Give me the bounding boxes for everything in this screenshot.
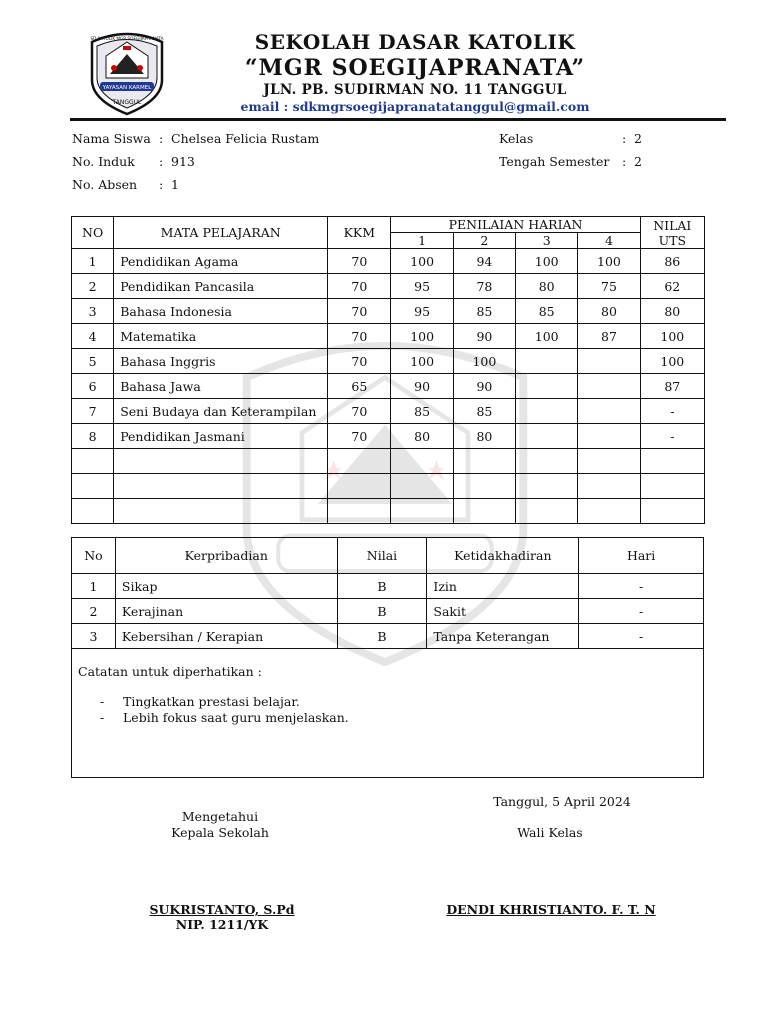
cell-uts: 87 [640,374,704,399]
cell-no [72,449,114,474]
homeroom-teacher-name: DENDI KHRISTIANTO. F. T. N [446,902,656,917]
school-name-heading: “MGR SOEGIJAPRANATA” [244,55,586,81]
separator: : [622,154,627,169]
class-label: Kelas [499,131,534,146]
separator: : [159,177,164,192]
separator: : [622,131,627,146]
cell-daily-2 [453,449,515,474]
cell-absence-type: Sakit [427,599,579,624]
grades-row [72,399,705,424]
cell-uts: 62 [640,274,704,299]
grades-row [72,474,705,499]
cell-uts: - [640,399,704,424]
logo-arc-text: SD KATOLIK MGR SOEGIJAPRANATA [90,36,164,41]
note-item [100,710,349,725]
header-personality: Kerpribadian [115,538,337,574]
email-address[interactable]: sdkmgrsoegijapranatatanggul@gmail.com [292,99,590,114]
grades-row [72,499,705,524]
cell-subject: Seni Budaya dan Keterampilan [114,399,328,424]
note-text: Tingkatkan prestasi belajar. [123,694,300,709]
cell-daily-1: 95 [391,274,453,299]
cell-daily-2: 85 [453,299,515,324]
cell-daily-1: 100 [391,349,453,374]
cell-no: 3 [72,299,114,324]
cell-kkm: 70 [328,299,391,324]
personality-row [72,624,704,649]
note-text: Lebih fokus saat guru menjelaskan. [123,710,349,725]
cell-daily-1: 80 [391,424,453,449]
personality-row [72,599,704,624]
cell-kkm: 70 [328,399,391,424]
cell-daily-4 [578,424,640,449]
header-absence: Ketidakhadiran [427,538,579,574]
cell-uts: 86 [640,249,704,274]
cell-daily-4 [578,474,640,499]
cell-kkm: 70 [328,424,391,449]
cell-daily-3 [516,474,578,499]
cell-daily-1: 100 [391,249,453,274]
cell-daily-1: 90 [391,374,453,399]
cell-absence-type: Tanpa Keterangan [427,624,579,649]
cell-daily-3 [516,349,578,374]
student-name-value: Chelsea Felicia Rustam [171,131,320,146]
separator: : [159,131,164,146]
student-induk-label: No. Induk [72,154,135,169]
note-item [100,694,300,709]
cell-absence-type: Izin [427,574,579,599]
cell-subject: Bahasa Jawa [114,374,328,399]
cell-daily-3 [516,449,578,474]
header-uts [640,217,704,249]
cell-daily-2: 94 [453,249,515,274]
cell-daily-2: 85 [453,399,515,424]
personality-attendance-table [71,537,704,649]
cell-daily-4 [578,349,640,374]
header-score: Nilai [337,538,427,574]
notes-title: Catatan untuk diperhatikan : [78,664,262,679]
cell-personality: Kebersihan / Kerapian [115,624,337,649]
student-absen-value: 1 [171,177,179,192]
cell-score: B [337,599,427,624]
header-uts-line1: NILAI [653,217,692,233]
cell-uts [640,474,704,499]
grades-row [72,249,705,274]
principal-nip: NIP. 1211/YK [175,917,269,932]
cell-subject: Pendidikan Jasmani [114,424,328,449]
cell-no: 1 [72,249,114,274]
cell-no: 2 [72,599,116,624]
cell-no: 4 [72,324,114,349]
cell-daily-3: 85 [516,299,578,324]
cell-daily-2: 80 [453,424,515,449]
grades-row [72,374,705,399]
cell-daily-4 [578,399,640,424]
cell-kkm: 65 [328,374,391,399]
cell-daily-2: 90 [453,374,515,399]
cell-no: 5 [72,349,114,374]
grades-row [72,324,705,349]
note-bullet: - [100,710,105,725]
cell-daily-3: 100 [516,249,578,274]
student-induk-value: 913 [171,154,195,169]
header-divider [70,118,726,121]
header-days: Hari [579,538,704,574]
grades-row [72,274,705,299]
cell-daily-3: 80 [516,274,578,299]
cell-daily-1 [391,474,453,499]
cell-subject: Bahasa Inggris [114,349,328,374]
cell-kkm: 70 [328,249,391,274]
personality-row [72,574,704,599]
header-no: NO [72,217,114,249]
student-name-label: Nama Siswa [72,131,151,146]
cell-subject: Pendidikan Pancasila [114,274,328,299]
cell-score: B [337,574,427,599]
cell-subject: Pendidikan Agama [114,249,328,274]
school-type-heading: SEKOLAH DASAR KATOLIK [254,30,576,54]
acknowledged-label: Mengetahui [181,809,259,824]
header-daily-2: 2 [453,233,515,249]
cell-kkm [328,499,391,524]
cell-daily-4: 87 [578,324,640,349]
email-label: email : [240,99,289,114]
cell-days: - [579,624,704,649]
note-bullet: - [100,694,105,709]
grades-row [72,299,705,324]
cell-kkm [328,474,391,499]
semester-value: 2 [634,154,642,169]
cell-daily-4 [578,374,640,399]
cell-daily-4: 75 [578,274,640,299]
cell-daily-3 [516,424,578,449]
logo-ribbon-text: YAYASAN KARMEL [102,85,152,91]
cell-daily-3 [516,399,578,424]
grades-table [71,216,705,524]
cell-subject [114,449,328,474]
student-absen-label: No. Absen [72,177,138,192]
principal-title: Kepala Sekolah [171,825,269,840]
grades-row [72,449,705,474]
cell-daily-1: 85 [391,399,453,424]
cell-uts: 80 [640,299,704,324]
cell-kkm [328,449,391,474]
grades-row [72,349,705,374]
cell-daily-2 [453,499,515,524]
cell-daily-1 [391,449,453,474]
cell-days: - [579,599,704,624]
cell-no: 7 [72,399,114,424]
grades-row [72,424,705,449]
cell-personality: Sikap [115,574,337,599]
cell-daily-3: 100 [516,324,578,349]
cell-no [72,474,114,499]
cell-days: - [579,574,704,599]
semester-label: Tengah Semester [499,154,610,169]
cell-subject: Bahasa Indonesia [114,299,328,324]
cell-uts [640,449,704,474]
cell-daily-1 [391,499,453,524]
cell-subject: Matematika [114,324,328,349]
cell-daily-2: 78 [453,274,515,299]
cell-daily-2: 90 [453,324,515,349]
personality-body [72,574,704,649]
cell-uts: - [640,424,704,449]
header-daily-1: 1 [391,233,453,249]
header-no: No [72,538,116,574]
cell-subject [114,499,328,524]
cell-score: B [337,624,427,649]
homeroom-teacher-title: Wali Kelas [517,825,583,840]
cell-daily-1: 95 [391,299,453,324]
cell-no: 2 [72,274,114,299]
place-date: Tanggul, 5 April 2024 [493,794,631,809]
cell-kkm: 70 [328,274,391,299]
cell-daily-4: 80 [578,299,640,324]
header-daily-assessment: PENILAIAN HARIAN [391,217,640,233]
school-email-line [170,99,660,114]
header-daily-4: 4 [578,233,640,249]
cell-uts: 100 [640,324,704,349]
header-subject: MATA PELAJARAN [114,217,328,249]
cell-kkm: 70 [328,324,391,349]
cell-daily-1: 100 [391,324,453,349]
cell-daily-2 [453,474,515,499]
school-crest-logo [86,30,168,116]
separator: : [159,154,164,169]
school-address: JLN. PB. SUDIRMAN NO. 11 TANGGUL [263,82,567,98]
cell-personality: Kerajinan [115,599,337,624]
principal-name: SUKRISTANTO, S.Pd [149,902,295,917]
cell-daily-4: 100 [578,249,640,274]
cell-uts [640,499,704,524]
logo-bottom-text: TANGGUL [112,99,142,106]
cell-no: 3 [72,624,116,649]
header-uts-line2: UTS [658,232,687,248]
cell-daily-3 [516,374,578,399]
cell-subject [114,474,328,499]
cell-no: 8 [72,424,114,449]
cell-no: 1 [72,574,116,599]
cell-daily-4 [578,499,640,524]
class-value: 2 [634,131,642,146]
cell-daily-2: 100 [453,349,515,374]
cell-no: 6 [72,374,114,399]
cell-no [72,499,114,524]
cell-uts: 100 [640,349,704,374]
cell-daily-4 [578,449,640,474]
grades-body [72,249,705,524]
header-daily-3: 3 [516,233,578,249]
cell-daily-3 [516,499,578,524]
header-kkm: KKM [328,217,391,249]
cell-kkm: 70 [328,349,391,374]
